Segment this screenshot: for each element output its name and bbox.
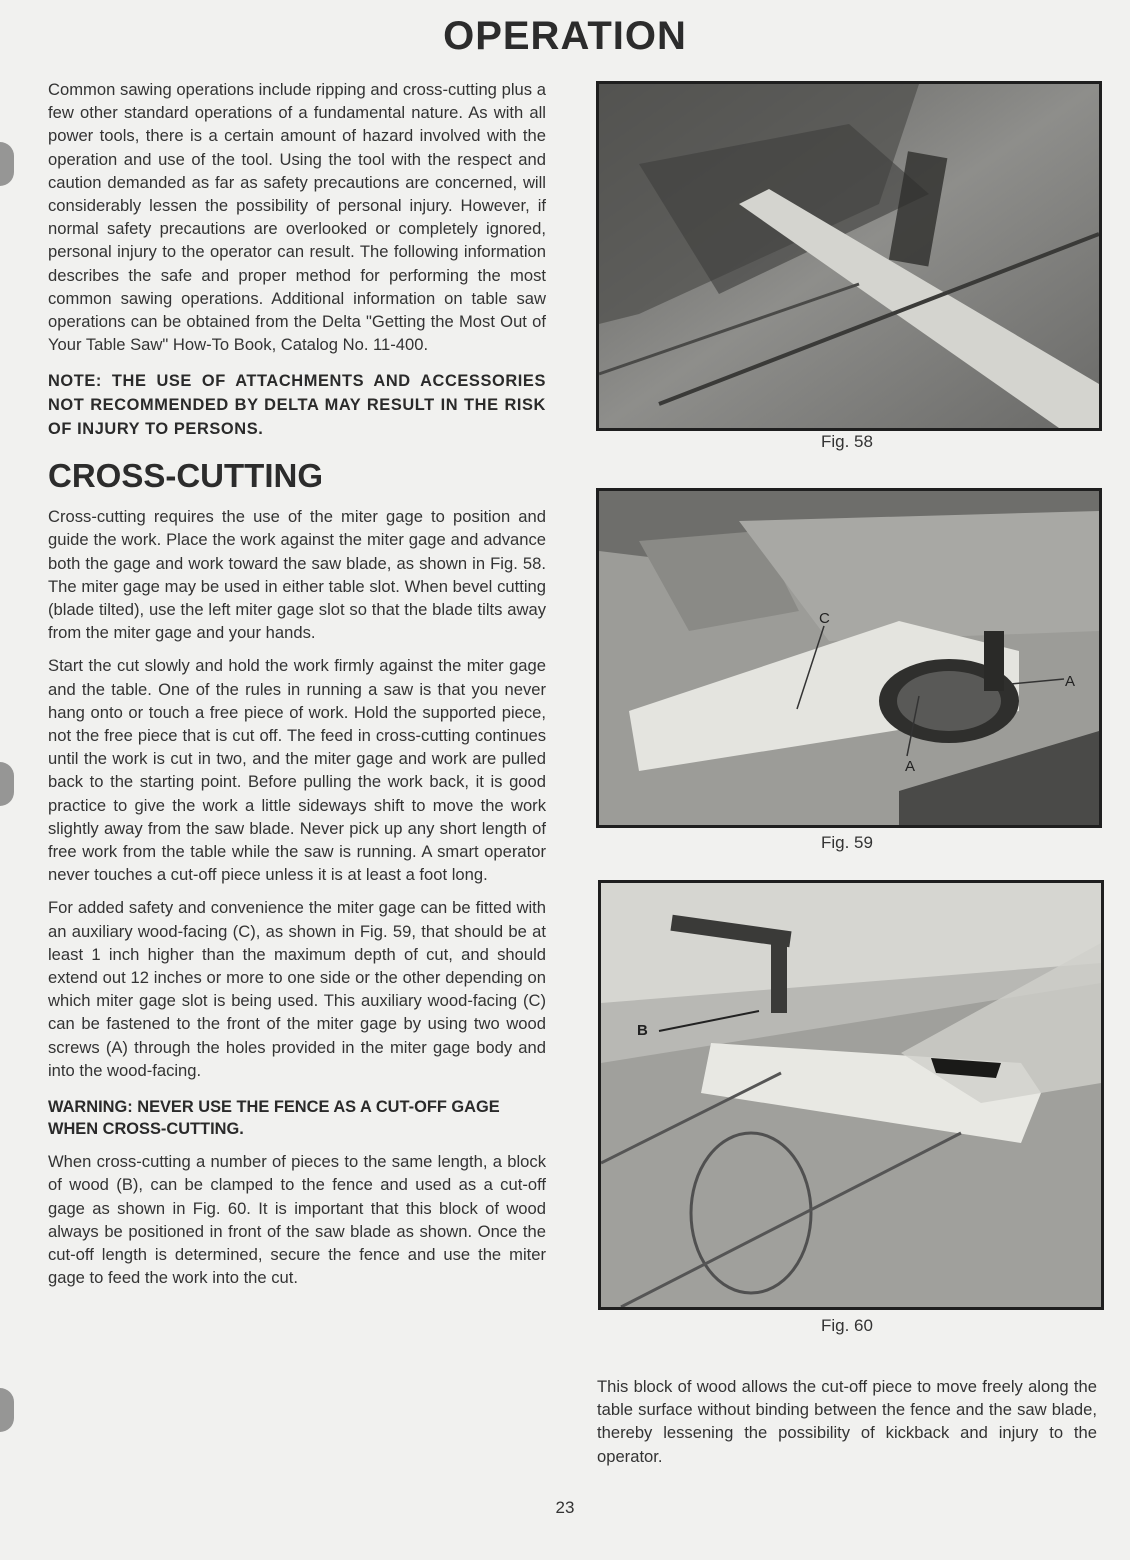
cross-cutting-paragraph-3: For added safety and convenience the miter gage can be fitted with an auxiliary wood-facing (C), as shown in Fig. 59, that should be at least 1 inch higher than the maximum depth of cut, and should extend out 12 inches or more to one side or the other depending on which miter gage slot is being used. This auxiliary wood-facing (C) can be fastened to the front of the miter gage by using two wood screws (A) through the holes provided in the miter gage body and into the wood-facing.: [48, 898, 546, 1080]
page-number: 23: [555, 1498, 575, 1517]
binder-hole: [0, 142, 14, 186]
fig-60-caption: Fig. 60: [821, 1316, 873, 1335]
fig-60-photo: [598, 880, 1104, 1310]
fig-58-photo: [596, 81, 1102, 431]
cross-cutting-paragraph-2: Start the cut slowly and hold the work firmly against the miter gage and the table. One of the rules in running a saw is that you never hang onto or touch a free piece of work. Hold the supported piece, not the free piece that is cut off. The feed in cross-cutting continues until the work is cut in two, and the miter gage and work are pulled back to the starting point. Before pulling the work back, it is good practice to give the work a little sideways shift to move the work slightly away from the saw blade. Never pick up any short length of free work from the table while the saw is running. A smart operator never touches a cut-off piece unless it is at least a foot long.: [48, 656, 546, 885]
fig-60-label-b: B: [637, 1022, 648, 1039]
left-column: [48, 78, 546, 1299]
binder-hole: [0, 1388, 14, 1432]
fig-58-caption: Fig. 58: [821, 432, 873, 451]
safety-note: NOTE: THE USE OF ATTACHMENTS AND ACCESSORIES NOT RECOMMENDED BY DELTA MAY RESULT IN THE RISK OF INJURY TO PERSONS.: [48, 372, 546, 438]
binder-hole: [0, 762, 14, 806]
section-heading: CROSS-CUTTING: [48, 457, 323, 495]
cross-cutting-paragraph-1: Cross-cutting requires the use of the miter gage to position and guide the work. Place the work against the miter gage and advance both the gage and work toward the saw blade, as shown in Fig. 58. The miter gage may be used in either table slot. When bevel cutting (blade tilted), use the left miter gage slot so that the blade tilts away from the miter gage and your hands.: [48, 507, 546, 643]
page-title: OPERATION: [443, 14, 687, 58]
cross-cutting-paragraph-4: When cross-cutting a number of pieces to the same length, a block of wood (B), can be clamped to the fence and used as a cut-off gage as shown in Fig. 60. It is important that this block of wood always be positioned in front of the saw blade as shown. Once the cut-off length is determined, secure the fence and use the miter gage to feed the work into the cut.: [48, 1152, 546, 1288]
warning-text: WARNING: NEVER USE THE FENCE AS A CUT-OFF GAGE WHEN CROSS-CUTTING.: [48, 1098, 500, 1139]
fig-59-photo: [596, 488, 1102, 828]
right-column-paragraph: This block of wood allows the cut-off piece to move freely along the table surface without binding between the fence and the saw blade, thereby lessening the possibility of kickback and injury to the operator.: [597, 1377, 1097, 1466]
fig-59-label-a-lower: A: [905, 758, 916, 775]
intro-paragraph: Common sawing operations include ripping and cross-cutting plus a few other standard operations of a fundamental nature. As with all power tools, there is a certain amount of hazard involved with the operation and use of the tool. Using the tool with the respect and caution demanded as far as safety precautions are concerned, will considerably lessen the possibility of personal injury. However, if normal safety precautions are overlooked or completely ignored, personal injury to the operator can result. The following information describes the safe and proper method for performing the most common sawing operations. Additional information on table saw operations can be obtained from the Delta "Getting the Most Out of Your Table Saw" How-To Book, Catalog No. 11-400.: [48, 80, 546, 355]
fig-59-label-c: C: [819, 610, 830, 627]
fig-59-label-a-right: A: [1065, 673, 1076, 690]
fig-59-caption: Fig. 59: [821, 833, 873, 852]
